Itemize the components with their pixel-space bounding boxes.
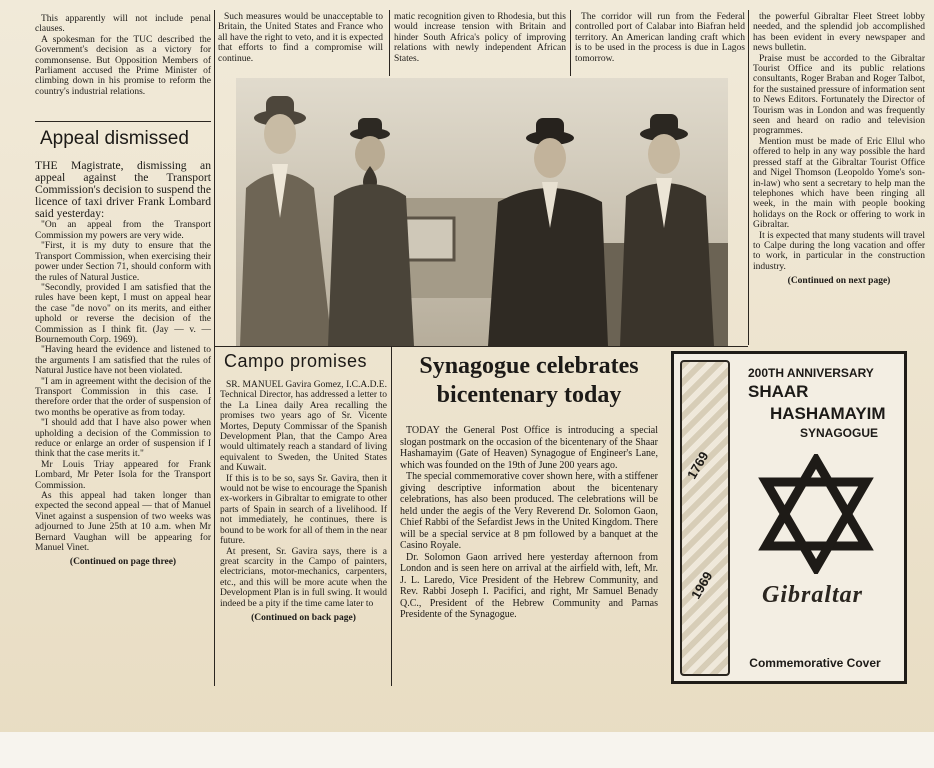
headline-line: Synagogue celebrates [419,353,639,379]
cover-line-2: SHAAR [748,382,809,401]
column-rule [389,10,390,76]
cover-ornament [680,360,730,676]
cover-line-4: SYNAGOGUE [800,426,879,440]
paragraph: Dr. Solomon Gaon arrived here yesterday afternoon from London and is seen here on arrival at the airfield with, left, Mr. J. L. Laredo, Vice President of the Hebrew Community, and Rev. Rabbi Joseph I. Pacifici, and right, Mr Samuel Benady Q.C., President of the Hebrew Community and Parnas Presidente of the Synagogue. [400,551,658,620]
paragraph: The corridor will run from the Federal controlled port of Calabar into Biafran held territory. An American landing craft which is to be used in the process is due in Lagos tomorrow. [575,12,745,64]
column-5 [753,12,925,287]
appeal-headline: Appeal dismissed [40,128,189,149]
paragraph: If this is to be so, says Sr. Gavira, then it would not be wise to encourage the Spanish ex-workers in Gibraltar to emigrate to other parts of Spain in search of a livelihood. If not immediately, he continues, there is bound to be work for all of them in the near future. [220,473,388,547]
paragraph: As this appeal had taken longer than expected the second appeal — that of Manuel Vinet against a suspension of two weeks was adjourned to June 25th at 10 a.m. when Mr Bernard Vaughan will be appearing for Manuel Vinet. [35,491,211,554]
paragraph: The special commemorative cover shown here, with a stiffener giving descriptive information about the bicentenary celebrations, has also been produced. The celebrations will be held under the aegis of the Very Reverend Dr. Solomon Gaon, Chief Rabbi of the Sefardist Jews in the United Kingdom. There will be a special service at 8 pm followed by a banquet at the Casino Royale. [400,471,658,551]
appeal-lead: THE Magistrate, dismissing an appeal against the Transport Commission's decision to suspend the licence of taxi driver Frank Lombard said yesterday: [35,159,211,221]
col2-top-text [218,12,383,64]
paragraph: "On an appeal from the Transport Commission my powers are very wide. [35,220,211,241]
campo-article [220,380,387,623]
commemorative-cover [671,351,907,684]
cover-place: Gibraltar [762,582,864,608]
paragraph: "Secondly, provided I am satisfied that the rules have been kept, I must on appeal hear the case "de novo" on its merits, and either uphold or reverse the decision of the Commission as I think fit. (Jay — v. — Bournemouth Corp. 1969). [35,282,211,345]
photo-illustration [236,78,728,346]
column-1 [35,14,211,97]
paragraph: At present, Sr. Gavira says, there is a great scarcity in the Campo of painters, electricians, motor-mechanics, carpenters, etc., and this will be more acute when the Development Plan is in full swing. It would indeed be a pity if the time came later to [220,546,387,609]
paragraph: "Having heard the evidence and listened to the arguments I am satisfied that the rules of Natural Justice have not been violated. [35,345,211,377]
cover-line-3: HASHAMAYIM [770,404,886,423]
column-rule [748,10,749,345]
continued-note: (Continued on back page) [251,612,356,623]
column-rule [35,121,211,122]
column-rule [570,10,571,76]
paragraph: Mention must be made of Eric Ellul who offered to help in any way possible the hard pressed staff at the Gibraltar Tourist Office and Nigel Thomson (Leopoldo Yome's son-in-law) who sent a secretary to help man the telephones which have been ringing all week, in the main with people booking holidays on the Rock or offering to work in Gibraltar. [753,136,925,231]
continued-note: (Continued on next page) [787,276,891,287]
cover-year-start: 1769 [684,448,712,482]
column-rule [391,346,392,686]
continued-note: (Continued on page three) [69,557,177,568]
cover-caption: Commemorative Cover [749,656,881,670]
star-of-david-icon [756,454,876,574]
paragraph: A spokesman for the TUC described the Government's decision as a victory for commonsense. But Opposition Members of Parliament accused the Prime Minister of climbing down in his promise to reform the country's industrial relations. [35,34,211,97]
cover-year-end: 1969 [688,568,716,602]
paragraph: This apparently will not include penal clauses. [35,14,211,35]
news-photo [236,78,728,346]
paragraph: "I should add that I have also power when upholding a decision of the Commission to reduce or enlarge an order of suspension if I think that the case merits it." [35,418,211,460]
paragraph: the powerful Gibraltar Fleet Street lobby needed, and the splendid job accomplished has been evident in every newspaper and news bulletin. [753,12,925,54]
paragraph: Mr Louis Triay appeared for Frank Lombard, Mr Peter Isola for the Transport Commission. [35,459,211,491]
paragraph: It is expected that many students will travel to Calpe during the long vacation and offer to work, in particular in the construction industry. [753,230,925,272]
synagogue-headline [396,352,662,410]
cover-line-1: 200TH ANNIVERSARY [748,366,874,380]
appeal-article [35,160,211,568]
col3-top-text [394,12,566,64]
paragraph: "I am in agreement witht the decision of the Transport Commission in this case. I therefore order that the order of suspension of two months be operative as from today. [35,376,211,418]
paragraph: SR. MANUEL Gavira Gomez, I.C.A.D.E. Technical Director, has addressed a letter to the La Linea daily Area recalling the promises two years ago of Sr. Vicente Mortes, Deputy Commissar of the Spanish Development Plan, that the Campo Area would ultimately reach a standard of living equivalent to Sweden, the United States and Kuwait. [220,380,387,474]
paragraph: Praise must be accorded to the Gibraltar Tourist Office and its public relations consultants, Roger Braban and Roger Talbot, for the sustained pressure of information sent to News Editors. Fortunately the Director of Tourism was in London and was frequently seen and heard on radio and television programmes. [753,53,926,137]
headline-line: bicentenary today [436,382,622,408]
synagogue-article [400,425,658,621]
column-rule [214,346,748,347]
paragraph: "First, it is my duty to ensure that the Transport Commission, when exercising their power under Section 71, should conform with the rules of Natural Justice. [35,241,211,283]
campo-headline: Campo promises [224,351,368,371]
paragraph: TODAY the General Post Office is introducing a special slogan postmark on the occasion of the bicentenary of the Shaar Hashamayim (Gate of Heaven) Synagogue of Engineer's Lane, which was founded on the 19th of June 200 years ago. [400,425,658,471]
paragraph: matic recognition given to Rhodesia, but this would increase tension with Britain and hinder South Africa's policy of improving relations with newly independent African States. [394,12,566,64]
page-margin [0,732,934,768]
col4-top-text [575,12,745,64]
paragraph: Such measures would be unacceptable to Britain, the United States and France who all have the right to veto, and it is expected that efforts to find a compromise will continue. [218,12,383,64]
column-rule [214,10,215,686]
